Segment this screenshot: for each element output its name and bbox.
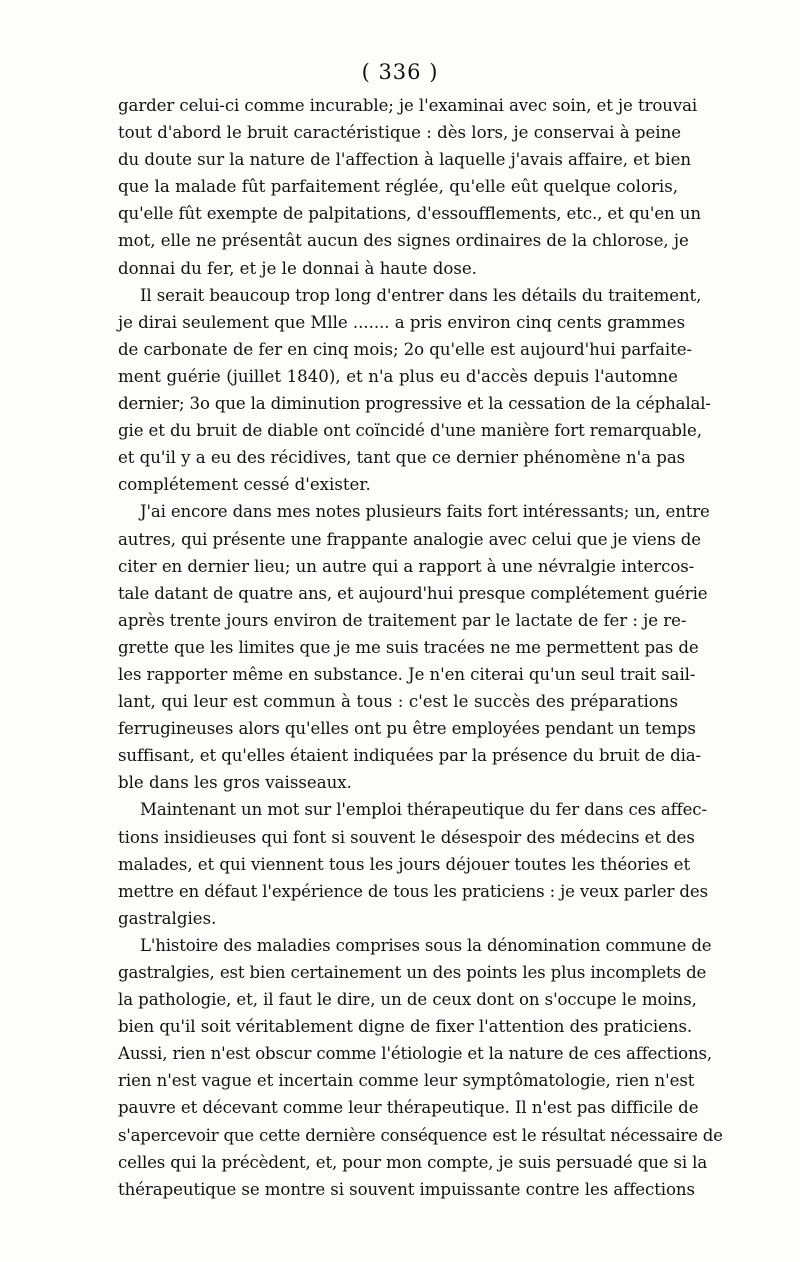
text-line: donnai du fer, et je le donnai à haute dose. <box>118 258 477 278</box>
text-line: Aussi, rien n'est obscur comme l'étiologie et la nature de ces affections, <box>118 1044 712 1064</box>
text-line: bien qu'il soit véritablement digne de fixer l'attention des praticiens. <box>118 1017 693 1037</box>
text-line: de carbonate de fer en cinq mois; 2o qu'elle est aujourd'hui parfaite- <box>118 339 693 359</box>
body-text <box>118 92 723 1203</box>
text-line: et qu'il y a eu des récidives, tant que ce dernier phénomène n'a pas <box>118 448 686 468</box>
text-line: ble dans les gros vaisseaux. <box>118 773 352 793</box>
text-line: gie et du bruit de diable ont coïncidé d'une manière fort remarquable, <box>118 421 702 441</box>
page-number: ( 336 ) <box>361 60 439 84</box>
text-line: dernier; 3o que la diminution progressive et la cessation de la céphalal- <box>118 394 711 414</box>
text-line: après trente jours environ de traitement par le lactate de fer : je re- <box>118 610 687 630</box>
text-line: les rapporter même en substance. Je n'en citerai qu'un seul trait sail- <box>118 664 696 684</box>
text-line: tions insidieuses qui font si souvent le désespoir des médecins et des <box>118 827 695 847</box>
text-line: grette que les limites que je me suis tracées ne me permettent pas de <box>118 637 699 657</box>
text-line: complétement cessé d'exister. <box>118 475 371 495</box>
text-line: tale datant de quatre ans, et aujourd'hui presque complétement guérie <box>118 583 708 603</box>
text-line: thérapeutique se montre si souvent impuissante contre les affections <box>118 1179 695 1199</box>
text-line: s'apercevoir que cette dernière conséquence est le résultat nécessaire de <box>118 1125 723 1145</box>
text-line: tout d'abord le bruit caractéristique : dès lors, je conservai à peine <box>118 123 682 143</box>
text-line: malades, et qui viennent tous les jours déjouer toutes les théories et <box>118 854 691 874</box>
text-line: celles qui la précèdent, et, pour mon compte, je suis persuadé que si la <box>118 1152 708 1172</box>
text-line: Il serait beaucoup trop long d'entrer dans les détails du traitement, <box>140 285 702 305</box>
text-line: mot, elle ne présentât aucun des signes ordinaires de la chlorose, je <box>118 231 689 251</box>
text-line: gastralgies. <box>118 908 217 928</box>
text-line: que la malade fût parfaitement réglée, qu'elle eût quelque coloris, <box>118 177 678 197</box>
text-line: lant, qui leur est commun à tous : c'est le succès des préparations <box>118 692 678 712</box>
text-line: pauvre et décevant comme leur thérapeutique. Il n'est pas difficile de <box>118 1098 699 1118</box>
text-line: qu'elle fût exempte de palpitations, d'essoufflements, etc., et qu'en un <box>118 204 701 224</box>
text-line: autres, qui présente une frappante analogie avec celui que je viens de <box>118 529 701 549</box>
text-line: ment guérie (juillet 1840), et n'a plus eu d'accès depuis l'automne <box>118 366 678 386</box>
text-line: mettre en défaut l'expérience de tous les praticiens : je veux parler des <box>118 881 708 901</box>
text-line: garder celui-ci comme incurable; je l'examinai avec soin, et je trouvai <box>118 96 698 115</box>
text-line: la pathologie, et, il faut le dire, un de ceux dont on s'occupe le moins, <box>118 990 697 1010</box>
text-line: Maintenant un mot sur l'emploi thérapeutique du fer dans ces affec- <box>140 800 707 820</box>
text-line: J'ai encore dans mes notes plusieurs faits fort intéressants; un, entre <box>140 502 710 522</box>
text-line: suffisant, et qu'elles étaient indiquées par la présence du bruit de dia- <box>118 746 702 766</box>
text-line: gastralgies, est bien certainement un des points les plus incomplets de <box>118 963 707 982</box>
text-line: ferrugineuses alors qu'elles ont pu être employées pendant un temps <box>118 719 696 739</box>
text-line: rien n'est vague et incertain comme leur symptômatologie, rien n'est <box>118 1071 695 1091</box>
text-line: du doute sur la nature de l'affection à laquelle j'avais affaire, et bien <box>118 150 691 170</box>
text-line: je dirai seulement que Mlle ....... a pris environ cinq cents grammes <box>118 312 686 332</box>
text-line: citer en dernier lieu; un autre qui a rapport à une névralgie intercos- <box>118 556 695 576</box>
text-line: L'histoire des maladies comprises sous la dénomination commune de <box>140 935 712 955</box>
